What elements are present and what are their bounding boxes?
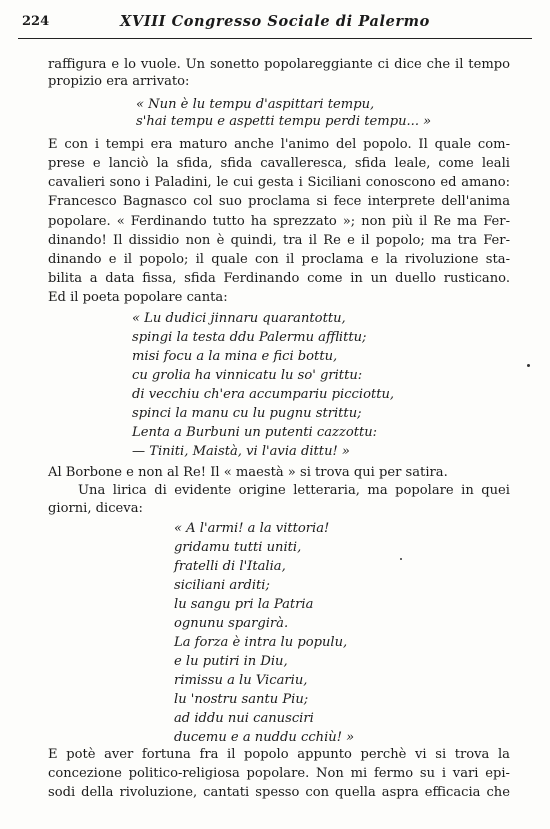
page-header — [0, 10, 550, 36]
verse-line: La forza è intra lu populu, — [174, 635, 348, 650]
verse-line: ognunu spargirà. — [174, 616, 289, 631]
verse-line: « A l'armi! a la vittoria! — [174, 521, 330, 536]
running-head: XVIII Congresso Sociale di Palermo — [120, 13, 430, 30]
text-line: E potè aver fortuna fra il popolo appunto perchè vi si trova la — [48, 747, 510, 762]
text-line: dinando e il popolo; il quale con il proclama e la rivoluzione sta- — [48, 252, 510, 267]
verse-line: s'hai tempu e aspetti tempu perdi tempu... » — [136, 114, 432, 129]
text-line: bilita a data fissa, sfida Ferdinando come in un duello rusticano. — [48, 271, 510, 286]
verse-line: lu sangu pri la Patria — [174, 597, 314, 612]
verse-line: lu 'nostru santu Piu; — [174, 692, 309, 707]
verse-line: misi focu a la mina e fici bottu, — [132, 349, 338, 364]
verse-line: siciliani arditi; — [174, 578, 270, 593]
text-line: E con i tempi era maturo anche l'animo del popolo. Il quale com- — [48, 137, 510, 152]
text-line: giorni, diceva: — [48, 501, 143, 516]
verse-line: spinci la manu cu lu pugnu strittu; — [132, 406, 362, 421]
text-line: popolare. « Ferdinando tutto ha sprezzato »; non più il Re ma Fer- — [48, 214, 510, 229]
verse-line: rimissu a lu Vicariu, — [174, 673, 308, 688]
text-line: Al Borbone e non al Re! Il « maestà » si trova qui per satira. — [48, 465, 448, 480]
text-line: prese e lanciò la sfida, sfida cavalleresca, sfida leale, come leali — [48, 156, 510, 171]
verse-line: cu grolia ha vinnicatu lu so' grittu: — [132, 368, 363, 383]
text-line: cavalieri sono i Paladini, le cui gesta i Siciliani conoscono ed amano: — [48, 175, 510, 190]
verse-line: Lenta a Burbuni un putenti cazzottu: — [132, 425, 378, 440]
verse-line: « Nun è lu tempu d'aspittari tempu, — [136, 97, 375, 112]
print-speck — [400, 558, 402, 560]
header-rule — [18, 38, 532, 39]
text-line: sodi della rivoluzione, cantati spesso con quella aspra efficacia che — [48, 785, 510, 800]
text-line: Una lirica di evidente origine letteraria, ma popolare in quei — [78, 483, 510, 498]
verse-line: fratelli di l'Italia, — [174, 559, 286, 574]
text-line: dinando! Il dissidio non è quindi, tra il Re e il popolo; ma tra Fer- — [48, 233, 510, 248]
text-line: propizio era arrivato: — [48, 74, 190, 89]
verse-line: ad iddu nui canusciri — [174, 711, 314, 726]
verse-line: — Tiniti, Maistà, vi l'avia dittu! » — [132, 444, 350, 459]
text-line: concezione politico-religiosa popolare. Non mi fermo su i vari epi- — [48, 766, 510, 781]
print-speck — [527, 364, 530, 367]
text-line: Ed il poeta popolare canta: — [48, 290, 228, 305]
verse-line: « Lu dudici jinnaru quarantottu, — [132, 311, 346, 326]
verse-line: ducemu e a nuddu cchiù! » — [174, 730, 355, 745]
text-line: raffigura e lo vuole. Un sonetto popolareggiante ci dice che il tempo — [48, 57, 510, 72]
verse-line: spingi la testa ddu Palermu afflittu; — [132, 330, 367, 345]
verse-line: di vecchiu ch'era accumpariu picciottu, — [132, 387, 395, 402]
text-line: Francesco Bagnasco col suo proclama si fece interprete dell'anima — [48, 194, 510, 209]
verse-line: e lu putiri in Diu, — [174, 654, 288, 669]
verse-line: gridamu tutti uniti, — [174, 540, 302, 555]
page-number: 224 — [22, 14, 50, 29]
